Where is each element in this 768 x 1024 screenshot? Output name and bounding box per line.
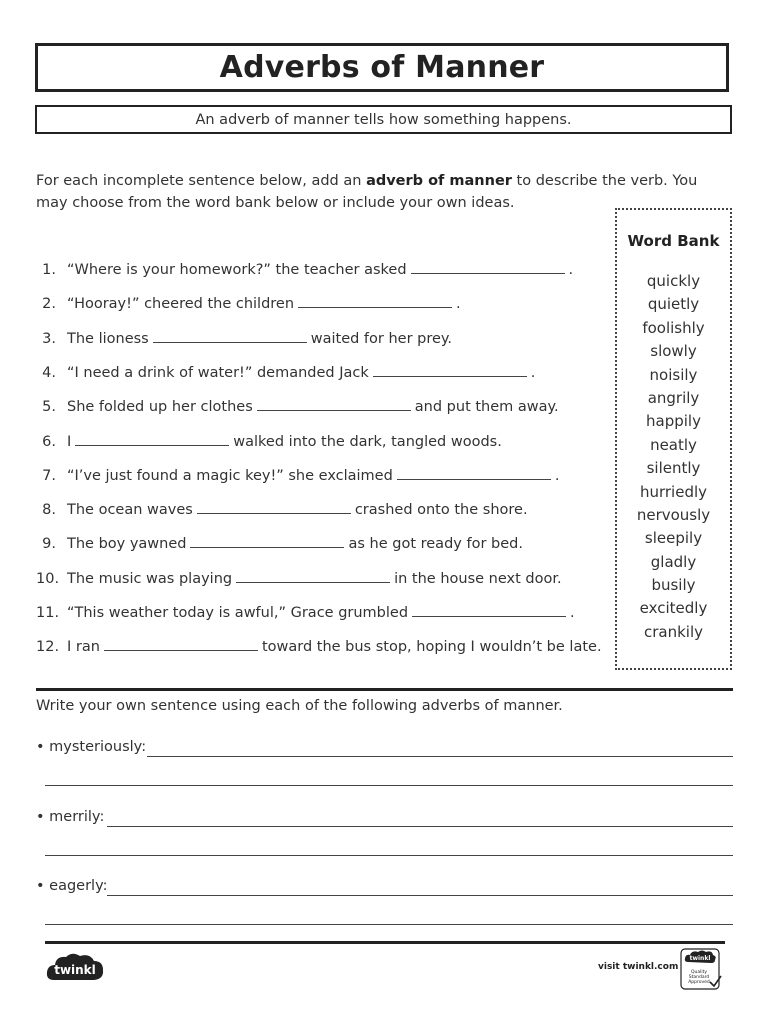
answer-blank[interactable] [197,499,351,514]
section-divider [36,688,733,691]
question-text-after: toward the bus stop, hoping I wouldn’t be late. [261,639,602,656]
prompt-eagerly: • eagerly: [36,878,108,894]
writing-line[interactable] [107,895,733,896]
answer-blank[interactable] [412,602,566,617]
question-number: 10. [36,570,60,587]
question-text: The ocean waves [67,502,193,519]
subtitle: An adverb of manner tells how something happens. [35,105,732,134]
visit-link[interactable]: visit twinkl.com [598,962,679,972]
twinkl-logo [44,950,106,988]
question-text: “Hooray!” cheered the children [67,296,295,313]
word-bank-word: nervously [636,505,711,524]
word-bank-word: gladly [650,552,697,571]
question-text-after: . [554,467,560,484]
question-item [36,328,606,350]
word-bank-word: hurriedly [639,482,708,501]
word-bank-word: quickly [646,272,701,290]
instructions-part2: to describe the verb. You may choose from the word bank below or include your own ideas. [36,173,698,211]
writing-line[interactable] [45,855,733,856]
question-number: 5. [42,399,56,416]
question-text: The lioness [67,330,149,347]
answer-blank[interactable] [104,636,258,651]
question-number: 12. [36,639,60,656]
question-number: 2. [42,296,56,313]
word-bank-word: sleepily [644,529,703,548]
question-text: The music was playing [67,570,233,587]
question-text-after: as he got ready for bed. [348,536,523,553]
question-item [36,499,606,521]
question-text-after: . [568,262,574,278]
question-item [36,293,606,315]
instructions-bold: adverb of manner [366,173,512,189]
question-text-after: and put them away. [414,399,559,416]
question-number: 9. [42,536,56,553]
writing-line[interactable] [45,924,733,925]
question-number: 4. [42,364,56,381]
badge-logo-text: twinkl [689,955,711,962]
answer-blank[interactable] [373,362,527,377]
footer-divider [45,941,725,944]
badge-text: Quality Standard Approved [688,970,710,985]
question-item [36,568,606,590]
question-text: “Where is your homework?” the teacher asked [67,262,407,278]
answer-blank[interactable] [190,533,344,548]
question-text: “I need a drink of water!” demanded Jack [67,364,369,381]
answer-blank[interactable] [298,293,452,308]
answer-blank[interactable] [75,431,229,446]
question-text-after: . [570,605,575,621]
question-item [36,362,606,384]
word-bank-word: slowly [650,342,697,361]
answer-blank[interactable] [397,465,551,480]
word-bank-word: noisily [649,365,698,384]
question-text: I [67,433,72,450]
word-bank-word: happily [646,412,701,431]
question-item [36,259,606,281]
word-bank-list [617,270,730,644]
question-item [36,602,606,624]
question-text-after: crashed onto the shore. [354,502,528,519]
part2-instructions: Write your own sentence using each of the following adverbs of manner. [36,698,563,714]
word-bank-word: angrily [647,388,700,407]
instructions-part1: For each incomplete sentence below, add an [36,173,367,189]
answer-blank[interactable] [257,396,411,411]
question-item [36,396,606,418]
question-text-after: waited for her prey. [310,330,453,347]
word-bank-word: foolishly [642,318,705,337]
question-number: 8. [42,502,56,519]
question-text: “I’ve just found a magic key!” she exclaimed [67,467,393,484]
word-bank-word: neatly [650,435,697,454]
question-text-after: . [530,364,536,381]
logo-text: twinkl [54,963,96,977]
question-item [36,431,606,453]
question-item [36,636,606,658]
question-text-after: walked into the dark, tangled woods. [233,433,502,450]
question-number: 1. [42,262,56,278]
answer-blank[interactable] [153,328,307,343]
word-bank-word: silently [646,459,701,478]
writing-line[interactable] [147,756,733,757]
question-text-after: in the house next door. [394,570,562,587]
question-item [36,533,606,555]
word-bank [615,208,732,670]
answer-blank[interactable] [411,259,565,274]
question-text: “This weather today is awful,” Grace grumbled [67,605,409,621]
writing-line[interactable] [107,826,733,827]
page-title: Adverbs of Manner [35,43,729,92]
question-text: The boy yawned [67,536,187,553]
question-text: She folded up her clothes [67,399,253,416]
question-number: 11. [36,605,60,621]
word-bank-word: crankily [643,622,703,641]
question-number: 3. [42,330,56,347]
answer-blank[interactable] [236,568,390,583]
question-item [36,465,606,487]
prompt-merrily: • merrily: [36,809,105,825]
question-text: I ran [67,639,100,656]
prompt-mysteriously: • mysteriously: [36,739,147,755]
word-bank-word: excitedly [639,599,708,618]
question-number: 7. [42,467,56,484]
question-text-after: . [456,296,461,313]
writing-line[interactable] [45,785,733,786]
word-bank-title: Word Bank [627,232,720,250]
question-number: 6. [42,433,56,450]
word-bank-word: quietly [647,295,700,314]
word-bank-word: busily [651,576,696,595]
